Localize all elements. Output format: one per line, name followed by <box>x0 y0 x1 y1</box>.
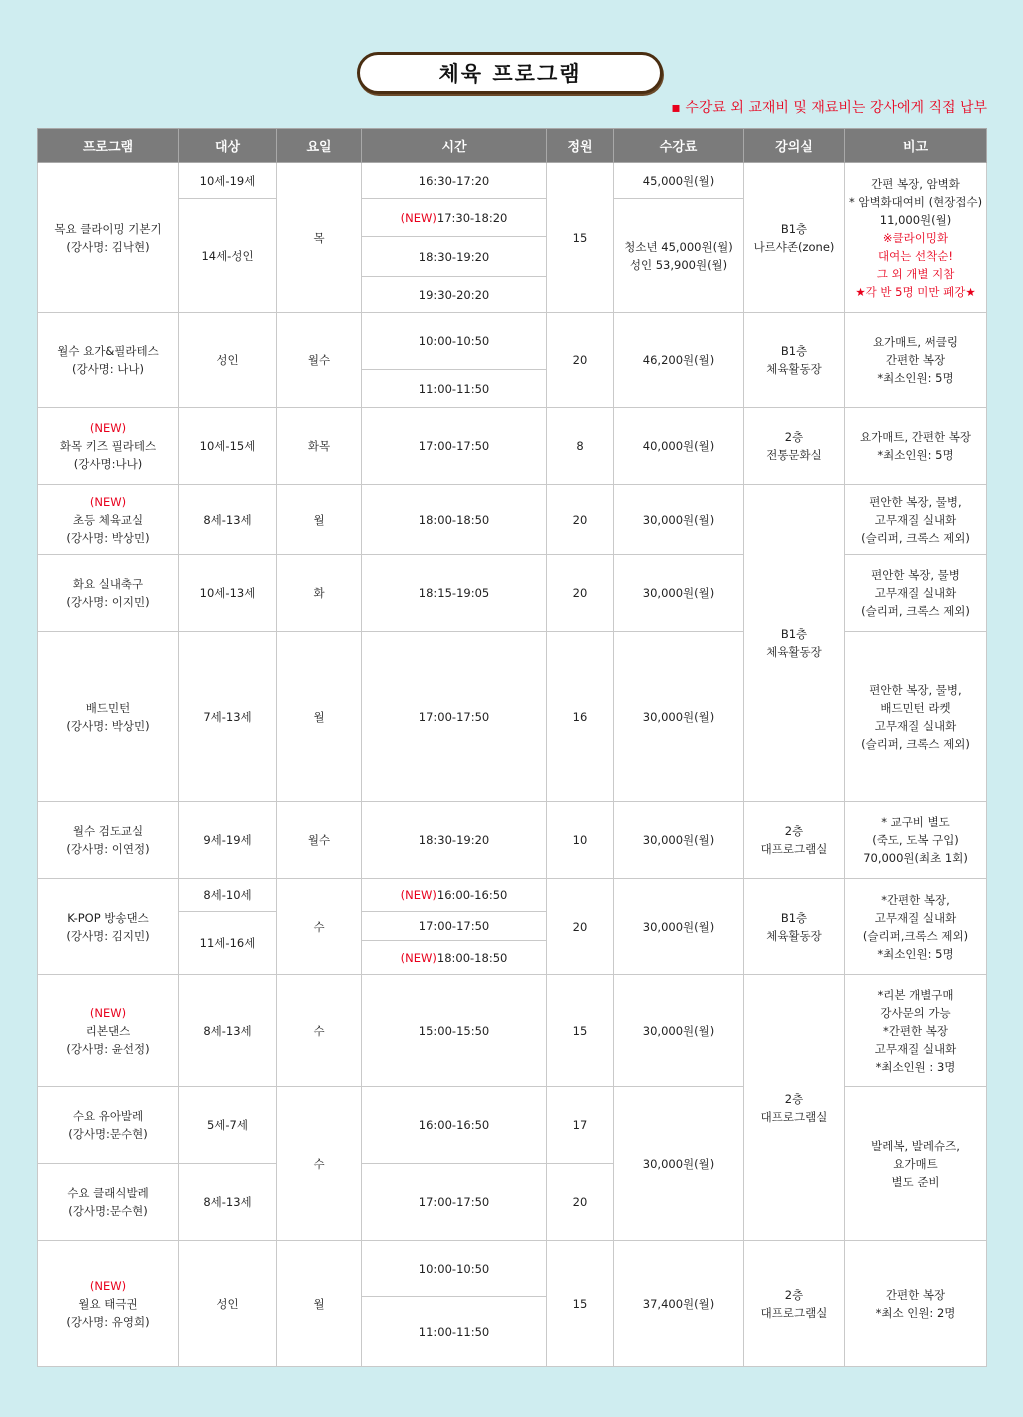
note-cell: *간편한 복장, 고무재질 실내화 (슬리퍼,크록스 제외) *최소인원: 5명 <box>845 879 987 975</box>
room-cell: 2층 전통문화실 <box>744 408 845 485</box>
day-cell: 월수 <box>277 313 362 408</box>
table-row <box>38 1241 987 1297</box>
header-row <box>38 129 987 163</box>
time-cell: 11:00-11:50 <box>362 370 547 408</box>
page-title: 체육 프로그램 <box>438 62 582 86</box>
day-cell: 수 <box>277 879 362 975</box>
day-cell: 목 <box>277 163 362 313</box>
program-cell: 배드민턴 (강사명: 박상민) <box>38 632 179 802</box>
target-cell: 성인 <box>179 313 277 408</box>
table-row <box>38 1087 987 1164</box>
capacity-cell: 20 <box>547 879 614 975</box>
table-row <box>38 555 987 632</box>
header-target: 대상 <box>179 129 277 163</box>
program-cell: (NEW) 화목 키즈 필라테스 (강사명:나나) <box>38 408 179 485</box>
target-cell: 8세-10세 <box>179 879 277 912</box>
fee-cell: 30,000원(월) <box>614 975 744 1087</box>
note-cell: 간편 복장, 암벽화 * 암벽화대여비 (현장접수) 11,000원(월) ※클라이밍화 대여는 선착순! 그 외 개별 지참 ★각 반 5명 미만 폐강★ <box>845 163 987 313</box>
fee-cell: 청소년 45,000원(월) 성인 53,900원(월) <box>614 199 744 313</box>
time-cell: 18:15-19:05 <box>362 555 547 632</box>
capacity-cell: 16 <box>547 632 614 802</box>
time-cell: 18:00-18:50 <box>362 485 547 555</box>
room-cell: 2층 대프로그램실 <box>744 975 845 1241</box>
program-cell: (NEW) 월요 태극권 (강사명: 유영희) <box>38 1241 179 1367</box>
target-cell: 10세-13세 <box>179 555 277 632</box>
note-cell: *리본 개별구매 강사문의 가능 *간편한 복장 고무재질 실내화 *최소인원 : 3명 <box>845 975 987 1087</box>
table-row <box>38 879 987 912</box>
time-cell: 18:30-19:20 <box>362 802 547 879</box>
time-cell: (NEW)18:00-18:50 <box>362 941 547 975</box>
room-cell: B1층 나르샤존(zone) <box>744 163 845 313</box>
capacity-cell: 20 <box>547 485 614 555</box>
room-cell: 2층 대프로그램실 <box>744 802 845 879</box>
program-table <box>37 128 987 1367</box>
day-cell: 수 <box>277 975 362 1087</box>
note-cell: 요가매트, 써클링 간편한 복장 *최소인원: 5명 <box>845 313 987 408</box>
program-cell: 월수 요가&필라테스 (강사명: 나나) <box>38 313 179 408</box>
fee-cell: 30,000원(월) <box>614 1087 744 1241</box>
fee-notice: ▪ 수강료 외 교재비 및 재료비는 강사에게 직접 납부 <box>671 100 987 116</box>
fee-cell: 30,000원(월) <box>614 632 744 802</box>
note-cell: 편안한 복장, 물병 고무재질 실내화 (슬리퍼, 크록스 제외) <box>845 555 987 632</box>
table-row <box>38 632 987 802</box>
note-cell: * 교구비 별도 (죽도, 도복 구입) 70,000원(최초 1회) <box>845 802 987 879</box>
day-cell: 화 <box>277 555 362 632</box>
note-cell: 발레복, 발레슈즈, 요가매트 별도 준비 <box>845 1087 987 1241</box>
program-cell: 수요 클래식발레 (강사명:문수현) <box>38 1164 179 1241</box>
room-cell: B1층 체육활동장 <box>744 485 845 802</box>
table-row <box>38 313 987 370</box>
time-cell: (NEW)16:00-16:50 <box>362 879 547 912</box>
program-cell: 화요 실내축구 (강사명: 이지민) <box>38 555 179 632</box>
capacity-cell: 20 <box>547 555 614 632</box>
room-cell: 2층 대프로그램실 <box>744 1241 845 1367</box>
time-cell: 15:00-15:50 <box>362 975 547 1087</box>
table-row <box>38 485 987 555</box>
header-capacity: 정원 <box>547 129 614 163</box>
time-cell: 18:30-19:20 <box>362 237 547 277</box>
target-cell: 8세-13세 <box>179 1164 277 1241</box>
header-time: 시간 <box>362 129 547 163</box>
target-cell: 성인 <box>179 1241 277 1367</box>
target-cell: 8세-13세 <box>179 975 277 1087</box>
capacity-cell: 10 <box>547 802 614 879</box>
table-row <box>38 975 987 1087</box>
day-cell: 월 <box>277 1241 362 1367</box>
fee-cell: 46,200원(월) <box>614 313 744 408</box>
day-cell: 월수 <box>277 802 362 879</box>
target-cell: 10세-15세 <box>179 408 277 485</box>
fee-cell: 30,000원(월) <box>614 879 744 975</box>
capacity-cell: 17 <box>547 1087 614 1164</box>
target-cell: 11세-16세 <box>179 912 277 975</box>
note-cell: 편안한 복장, 물병, 배드민턴 라켓 고무재질 실내화 (슬리퍼, 크록스 제외) <box>845 632 987 802</box>
fee-cell: 37,400원(월) <box>614 1241 744 1367</box>
target-cell: 7세-13세 <box>179 632 277 802</box>
time-cell: 16:30-17:20 <box>362 163 547 199</box>
time-cell: 16:00-16:50 <box>362 1087 547 1164</box>
note-cell: 편안한 복장, 물병, 고무재질 실내화 (슬리퍼, 크록스 제외) <box>845 485 987 555</box>
capacity-cell: 8 <box>547 408 614 485</box>
header-room: 강의실 <box>744 129 845 163</box>
table-row <box>38 163 987 199</box>
program-cell: (NEW) 리본댄스 (강사명: 윤선정) <box>38 975 179 1087</box>
time-cell: 17:00-17:50 <box>362 912 547 941</box>
time-cell: 10:00-10:50 <box>362 313 547 370</box>
day-cell: 화목 <box>277 408 362 485</box>
target-cell: 9세-19세 <box>179 802 277 879</box>
fee-cell: 45,000원(월) <box>614 163 744 199</box>
header-note: 비고 <box>845 129 987 163</box>
note-cell: 요가매트, 간편한 복장 *최소인원: 5명 <box>845 408 987 485</box>
fee-cell: 30,000원(월) <box>614 485 744 555</box>
capacity-cell: 15 <box>547 163 614 313</box>
note-cell: 간편한 복장 *최소 인원: 2명 <box>845 1241 987 1367</box>
target-cell: 10세-19세 <box>179 163 277 199</box>
header-day: 요일 <box>277 129 362 163</box>
target-cell: 5세-7세 <box>179 1087 277 1164</box>
time-cell: 17:00-17:50 <box>362 632 547 802</box>
program-cell: K-POP 방송댄스 (강사명: 김지민) <box>38 879 179 975</box>
capacity-cell: 20 <box>547 313 614 408</box>
room-cell: B1층 체육활동장 <box>744 313 845 408</box>
program-cell: 월수 검도교실 (강사명: 이연정) <box>38 802 179 879</box>
target-cell: 8세-13세 <box>179 485 277 555</box>
header-program: 프로그램 <box>38 129 179 163</box>
day-cell: 수 <box>277 1087 362 1241</box>
fee-cell: 30,000원(월) <box>614 802 744 879</box>
time-cell: (NEW)17:30-18:20 <box>362 199 547 237</box>
capacity-cell: 15 <box>547 975 614 1087</box>
time-cell: 11:00-11:50 <box>362 1297 547 1367</box>
fee-cell: 40,000원(월) <box>614 408 744 485</box>
day-cell: 월 <box>277 632 362 802</box>
page-title-box <box>357 52 663 94</box>
time-cell: 17:00-17:50 <box>362 408 547 485</box>
header-fee: 수강료 <box>614 129 744 163</box>
table-row <box>38 802 987 879</box>
time-cell: 10:00-10:50 <box>362 1241 547 1297</box>
fee-cell: 30,000원(월) <box>614 555 744 632</box>
program-cell: (NEW) 초등 체육교실 (강사명: 박상민) <box>38 485 179 555</box>
time-cell: 17:00-17:50 <box>362 1164 547 1241</box>
table-row <box>38 408 987 485</box>
program-cell: 수요 유아발레 (강사명:문수현) <box>38 1087 179 1164</box>
program-cell: 목요 클라이밍 기본기 (강사명: 김낙현) <box>38 163 179 313</box>
target-cell: 14세-성인 <box>179 199 277 313</box>
capacity-cell: 15 <box>547 1241 614 1367</box>
day-cell: 월 <box>277 485 362 555</box>
time-cell: 19:30-20:20 <box>362 277 547 313</box>
capacity-cell: 20 <box>547 1164 614 1241</box>
room-cell: B1층 체육활동장 <box>744 879 845 975</box>
